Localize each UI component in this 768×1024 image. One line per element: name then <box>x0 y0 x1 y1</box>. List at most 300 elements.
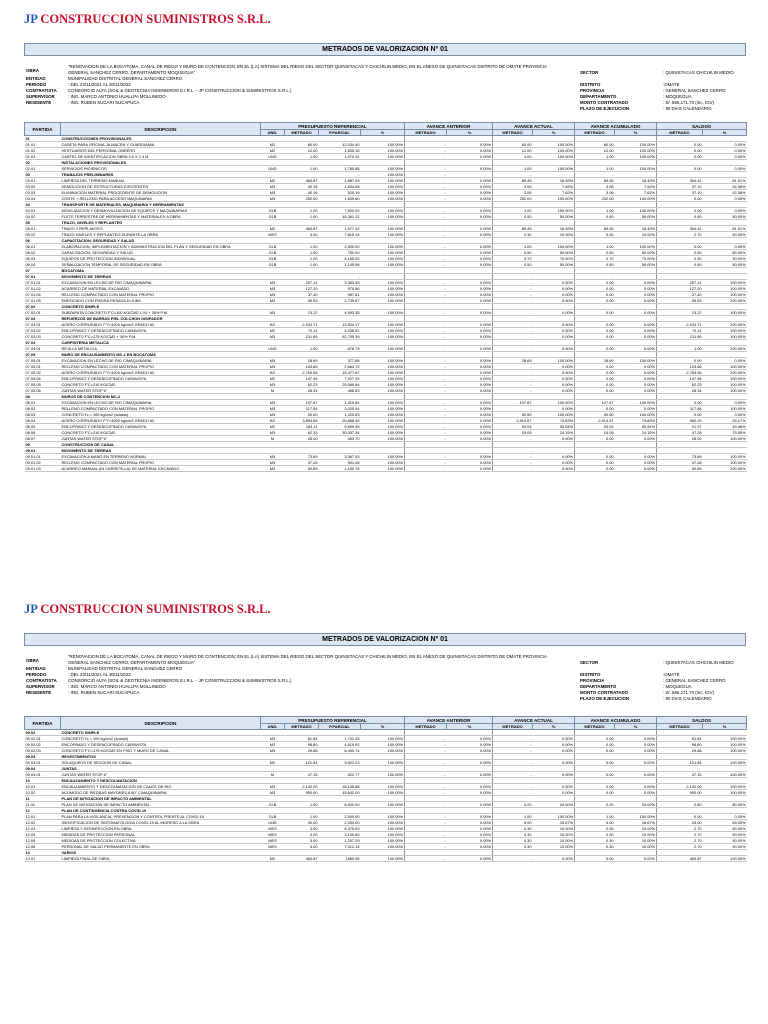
value-cell: 3.00 <box>285 838 319 844</box>
value-cell: 90.00% <box>703 844 747 850</box>
partida-description: LIMPIEZA Y DESINFECCION EN OBRA <box>61 826 261 832</box>
value-cell: 0.00% <box>447 322 493 328</box>
value-cell: - <box>405 328 447 334</box>
value-cell: 2,664.72 <box>319 364 361 370</box>
value-cell: 0.00 <box>657 358 703 364</box>
value-cell: 0.00% <box>615 772 657 778</box>
value-cell: 0.00% <box>447 436 493 442</box>
value-cell: 0.00% <box>615 454 657 460</box>
value-cell: 100.00% <box>361 772 405 778</box>
partida-description: TRABAJOS PRELIMINARES <box>61 172 261 178</box>
unit-cell: M2 <box>261 142 285 148</box>
value-cell: 2.70 <box>657 826 703 832</box>
value-cell: 100.00% <box>361 388 405 394</box>
value-cell: - <box>405 736 447 742</box>
value-cell: 100.00% <box>703 742 747 748</box>
partida-description: JUNTAS <box>61 766 261 772</box>
partida-description: INSTALACIONES PROVISIONALES <box>61 160 261 166</box>
partida-description: CONCRETO SIMPLE <box>61 730 261 736</box>
partida-description: ENCOFRADO Y DESENCOFRADO CARAVISTA <box>61 742 261 748</box>
partida-code: 05.01 <box>25 226 61 232</box>
value-cell: 0.00% <box>447 400 493 406</box>
value-cell: 10.00% <box>533 844 575 850</box>
unit-cell: GLB <box>261 262 285 268</box>
partida-description: CASETA PARA OFICINA, ALMACEN Y GUARDIANIA <box>61 142 261 148</box>
value-cell: 75.85% <box>703 430 747 436</box>
value-cell: - <box>493 388 533 394</box>
value-cell: 13,524.17 <box>319 322 361 328</box>
value-cell: 1,159.76 <box>319 466 361 472</box>
value-cell: 100.00% <box>703 328 747 334</box>
value-cell: 1.00 <box>575 814 615 820</box>
unit-cell: M3 <box>261 748 285 754</box>
value-cell: 0.00% <box>447 232 493 238</box>
value-cell: 52.23 <box>657 382 703 388</box>
value-cell: 100.00% <box>361 244 405 250</box>
value-cell: 980.29 <box>657 418 703 424</box>
partida-description: ELIMINACION MATERIAL PROCEDENTE DE DEMOLICION <box>61 190 261 196</box>
value-cell: - <box>405 748 447 754</box>
valuation-table: PARTIDA DESCRIPCION PRESUPUESTO REFERENCIAL AVANCE ANTERIOR AVANCE ACTUAL AVANCE ACUMULADO SALDOS UND. METRADO P.PARCIAL % METRADO % METRADO % METRADO % METRADO % 01 CONSTRUCCIONES PROVISIONALES 01.01 CASETA PARA OFICINA, ALMACEN Y GUARDIANIA M2 80.00 12,034.40 100.00% - 0.00% 80.00 100.00% 80.00 100.00% 0.00 0.00% 01.02 VESTUARIOS DEL PERSONAL OBRERO M2 12.00 1,805.16 100.00% - 0.00% 12.00 100.00% 12.00 100.00% 0.00 0.00% 01.03 CARTEL DE IDENTIFICACION OBRA 3.6 X 2.4 M UND 1.00 1,079.32 100.00% - 0.00% 1.00 100.00% 1.00 100.00% 0.00 0.00% 02 INSTALACIONES PROVISIONALES 02.01 SERVICIOS HIGIENICOS UND 1.00 1,785.86 100.00% - 0.00% 1.00 100.00% 1.00 100.00% 0.00 0.00% 03 TRABAJOS PRELIMINARES - 100.00% - - - 03.01 LIMPIEZA DEL TERRENO MANUAL M2 483.87 1,887.09 100.00% - 0.00% 89.45 18.49% 89.45 18.49% 394.42 81.51% 03.02 DEMOLICION DE ESTRUCTURAS EXISTENTES M3 40.16 1,604.08 100.00% - 0.00% 3.06 7.62% 3.06 7.62% 37.10 92.38% 03.03 ELIMINACION MATERIAL PROCEDENTE DE DEMOLICION M3 40.16 525.19 100.00% - 0.00% 3.06 7.62% 3.06 7.62% 37.10 92.38% 03.04 CORTE + RELLENO PARA ACCESO MAQUINARIA M3 252.00 1,839.60 100.00% - 0.00% 252.00 100.00% 252.00 100.00% 0.00 0.00% 04 TRANSPORTE DE MATERIALES, MAQUINARIA Y HERRAMIENTAS 04.01 MOVILIZACION Y DESMOVILIZACION DE EQUIPOS Y MAQUINARIAS GLB 1.00 7,800.00 100.00% - 0.00% 1.00 100.00% 1.00 100.00% 0.00 0.00% 04.02 FLETE TERRESTRE DE HERRAMIENTAS Y MATERIALES A OBRA GLB 1.00 18,381.12 100.00% - 0.00% 0.50 50.00% 0.50 50.00% 0.50 50.00% 05 TRAZO, NIVELES Y REPLANTEO 05.01 TRAZO Y REPLANTEO M2 483.87 1,577.42 100.00% - 0.00% 89.45 18.49% 89.45 18.49% 394.42 81.51% 05.02 TRAZO NIVELES Y REPLANTEO DURANTE LA OBRA MES 3.00 7,815.14 100.00% - 0.00% 0.30 10.00% 0.30 10.00% 2.70 90.00% 06 CAPACITACION, SEGURIDAD Y SALUD 06.01 ELABORACION, IMPLEMENTACION Y ADMINISTRACION DEL PLAN Y SEGURIDAD EN OBRA GLB 1.00 2,500.00 100.00% - 0.00% 1.00 100.00% 1.00 100.00% 0.00 0.00% 06.02 CAPACITACION, SEGURIDAD Y SALUD GLB 1.00 750.00 100.00% - 0.00% 0.50 50.00% 0.50 50.00% 0.50 50.00% 06.03 EQUIPOS DE PROTECCION INDIVIDUAL GLB 1.00 4,165.00 100.00% - 0.00% 0.70 70.00% 0.70 70.00% 0.30 30.00% 06.04 SEÑALIZACION TEMPORAL DE SEGURIDAD EN OBRA GLB 1.00 1,145.96 100.00% - 0.00% 0.50 50.00% 0.50 50.00% 0.50 50.00% 07 BOCATOMA 07.01 MOVIMIENTO DE TIERRAS - - - 07.01.01 EXCAVACION EN LECHO DE RIO C/MAQUINARIA M3 257.14 3,363.39 100.00% - 0.00% - 0.00% 0.00 0.00% 257.14 100.00% 07.01.02 ACARREO DE MATERIAL EXCAVADO M3 127.20 970.56 100.00% - 0.00% - 0.00% 0.00 0.00% 127.20 100.00% 07.01.04 RELLENO COMPACTADO CON MATERIAL PROPIO M3 37.40 987.81 100.00% - 0.00% - 0.00% 0.00 0.00% 37.40 100.00% 07.01.05 ENROCADO CON PIEDRA PESADA D=0.8M M3 95.53 2,739.87 100.00% - 0.00% - 0.00% 0.00 0.00% 95.53 100.00% 07.02 CONCRETO SIMPLE 07.02.01 SUBZAPATA CONCRETO F'C=100 KG/CM2 1:10 + 30% P.M. M3 23.22 4,593.35 100.00% - 0.00% - 0.00% 0.00 0.00% 23.22 100.00% 07.03 REFUERZOS DE BARRAS P/EL COLCHON DISIPADOR 07.03.01 ACERO CORRUGADO F'Y=4200 kg/cm2 GRADO 60 KG 2,533.71 13,524.17 100.00% - 0.00% - 0.00% 0.00 0.00% 2,533.71 100.00% 07.03.02 ENCOFRADO Y DESENCOFRADO CARAVISTA M2 79.14 4,038.52 100.00% - 0.00% - 0.00% 0.00 0.00% 79.14 100.00% 07.03.03 CONCRETO F'C=175 KG/CM2 + 30% P.M. M3 211.85 62,755.39 100.00% - 0.00% - 0.00% 0.00 0.00% 211.85 100.00% 07.04 CARPINTERIA METALICA 07.04.01 REJILLA METALICA UND 1.00 878.79 100.00% - 0.00% - 0.00% 0.00 0.00% 1.00 100.00% 07.05 MURO DE ENCAUSAMIENTO MC-1 EN BOCATOMA 07.05.01 EXCAVACION EN LECHO DE RIO C/MAQUINARIA M3 28.69 377.66 100.00% - 0.00% 28.69 100.00% 28.69 100.00% 0.00 0.00% 07.05.01 RELLENO COMPACTADO CON MATERIAL PROPIO M3 103.66 2,664.72 100.00% - 0.00% - 0.00% 0.00 0.00% 103.66 100.00% 07.05.02 ACERO CORRUGADO F'Y=4200 kg/cm2 GRADO 60 KG 2,763.56 15,377.67 100.00% - 0.00% - 0.00% 0.00 0.00% 2,763.56 100.00% 07.05.04 ENCOFRADO Y DESENCOFRADO CARAVISTA M2 147.46 7,927.39 100.00% - 0.00% - 0.00% 0.00 0.00% 147.46 100.00% 07.05.05 CONCRETO F'C=210 KG/CM2 M3 52.23 25,589.84 100.00% - 0.00% - 0.00% 0.00 0.00% 52.23 100.00% 07.05.06 JUNTAS WATER STOP 6" M 28.34 456.83 100.00% - 0.00% - 0.00% 0.00 0.00% 28.34 100.00% 08 MUROS DE CONTENCION MC-2 08.01 EXCAVACION EN LECHO DE RIO C/MAQUINARIA M3 107.67 1,410.84 100.00% - 0.00% 107.67 100.00% 107.67 100.00% 0.00 0.00% 08.02 RELLENO COMPACTADO CON MATERIAL PROPIO M3 117.84 3,020.44 100.00% - 0.00% - 0.00% 0.00 0.00% 117.84 100.00% 08.03 CONCRETO f'c = 100 kg/cm2 (solado) M3 50.50 1,429.83 100.00% - 0.00% 50.50 100.00% 50.50 100.00% 0.00 0.00% 08.04 ACERO CORRUGADO F'Y=4200 kg/cm2 GRADO 60 KG 3,894.86 25,868.49 100.00% - 0.00% 2,914.57 74.83% 2,914.57 74.83% 980.29 25.17% 08.05 ENCOFRADO Y DESENCOFRADO CARAVISTA M2 184.11 9,859.39 100.00% - 0.00% 93.04 50.54% 93.04 50.54% 91.07 49.46% 08.06 CONCRETO F'C=210 KG/CM2 M3 62.33 30,337.34 100.00% - 0.00% 15.05 24.15% 15.05 24.15% 47.28 75.85% 08.07 JUNTAS WATER STOP 6" M 28.00 453.70 100.00% - 0.00% - 0.00% 0.00 0.00% 28.00 100.00% 09 CONSTRUCCION DE CANAL 09.01 MOVIMIENTO DE TIERRAS - - - 09.01.01 EXCAVACION A MANO EN TERRENO NORMAL M3 73.89 3,367.53 100.00% - 0.00% - 0.00% 0.00 0.00% 73.89 100.00% 09.01.02 RELLENO COMPACTADO CON MATERIAL PROPIO M3 37.28 901.06 100.00% - 0.00% - 0.00% 0.00 0.00% 37.28 100.00% 09.01.03 ACARREO MANUAL (IN CARRETILLA) DE MATERIAL EXCAVADO M3 50.89 1,159.76 100.00% - 0.00% - 0.00% 0.00 0.00% 50.89 100.00% <box>25 123 746 471</box>
value-cell: 1,079.32 <box>319 154 361 160</box>
value-cell: 18.49% <box>615 178 657 184</box>
value-cell: 37.10 <box>657 184 703 190</box>
project-obra: "RENOVACION DE LA BOCATOMA, CANAL DE RIEGO Y MURO DE CONTENCION; EN EL (LA) SISTEMA DEL RIEGO DEL SECTOR QUINISTACAS Y CHICHILIN MEDIO, EN EL ANEXO DE QUINISTACAS DISTRITO DE OMATE PROVINCIA GENERAL SANCHEZ CERRO, DEPARTAMENTO MOQUEGUA" <box>68 64 547 75</box>
value-cell: 15,377.67 <box>319 370 361 376</box>
partida-description: CORTE + RELLENO PARA ACCESO MAQUINARIA <box>61 196 261 202</box>
value-cell: 0.00% <box>447 760 493 766</box>
partida-description: MOVILIZACION Y DESMOVILIZACION DE EQUIPOS Y MAQUINARIAS <box>61 208 261 214</box>
unit-cell: M3 <box>261 790 285 796</box>
value-cell: 100.00% <box>533 814 575 820</box>
value-cell: 0.00% <box>533 736 575 742</box>
partida-description: BOCATOMA <box>61 268 261 274</box>
value-cell: 100.00% <box>703 280 747 286</box>
value-cell: 100.00% <box>533 412 575 418</box>
value-cell: 147.46 <box>285 376 319 382</box>
value-cell: 0.00 <box>575 466 615 472</box>
partida-description: PLAN PARA LA VIGILANCIA, PREVENCION Y CONTROL FRENTE AL COVID-19 <box>61 814 261 820</box>
value-cell: 0.00% <box>447 838 493 844</box>
partida-code: 03.03 <box>25 190 61 196</box>
value-cell: 0.00% <box>703 208 747 214</box>
table-row <box>25 856 747 862</box>
value-cell: 1.00 <box>493 814 533 820</box>
value-cell: 0.00% <box>447 454 493 460</box>
partida-code: 04 <box>25 202 61 208</box>
value-cell: - <box>493 760 533 766</box>
value-cell: 47.15 <box>657 772 703 778</box>
partida-code: 12.01 <box>25 814 61 820</box>
partida-description: PLAN DE MITIGACION DE IMPACTO AMBIENTAL <box>61 796 261 802</box>
partida-code: 12 <box>25 808 61 814</box>
value-cell: 0.30 <box>575 832 615 838</box>
value-cell: 7,012.14 <box>319 844 361 850</box>
value-cell: 80.00 <box>285 142 319 148</box>
value-cell: 1.00 <box>285 250 319 256</box>
value-cell: 0.00% <box>447 844 493 850</box>
value-cell: 0.00 <box>575 736 615 742</box>
value-cell: 50.00% <box>533 262 575 268</box>
value-cell: 100.00% <box>703 388 747 394</box>
value-cell: 0.00% <box>447 262 493 268</box>
value-cell: 3.00 <box>285 844 319 850</box>
value-cell: 0.00% <box>533 466 575 472</box>
unit-cell: GLB <box>261 244 285 250</box>
value-cell: 0.00% <box>447 388 493 394</box>
partida-code: 07.01.04 <box>25 292 61 298</box>
value-cell: 394.42 <box>657 226 703 232</box>
value-cell: 100.00% <box>533 208 575 214</box>
unit-cell: M3 <box>261 454 285 460</box>
value-cell: - <box>405 784 447 790</box>
value-cell: 28.34 <box>657 388 703 394</box>
value-cell: 50.89 <box>657 466 703 472</box>
value-cell: 100.00% <box>615 208 657 214</box>
value-cell: 98.80 <box>657 742 703 748</box>
partida-code: 09.04.01 <box>25 772 61 778</box>
partida-code: 10.01 <box>25 784 61 790</box>
value-cell: 0.00% <box>533 310 575 316</box>
value-cell: 1.00 <box>285 214 319 220</box>
value-cell: 1.00 <box>285 154 319 160</box>
value-cell: 62,755.39 <box>319 334 361 340</box>
value-cell: 0.00% <box>615 364 657 370</box>
value-cell: - <box>405 178 447 184</box>
partida-description: JUNTAS WATER STOP 6" <box>61 772 261 778</box>
unit-cell: M2 <box>261 226 285 232</box>
value-cell: 5.00 <box>493 820 533 826</box>
partida-description: CONCRETO SIMPLE <box>61 304 261 310</box>
value-cell: 0.00 <box>657 400 703 406</box>
value-cell: 0.00% <box>447 412 493 418</box>
value-cell: - <box>493 172 533 178</box>
value-cell: 10.00% <box>615 826 657 832</box>
value-cell: 1,839.60 <box>319 196 361 202</box>
partida-code: 11 <box>25 796 61 802</box>
partida-code: 08 <box>25 394 61 400</box>
value-cell: 61.84 <box>657 736 703 742</box>
value-cell: - <box>405 196 447 202</box>
partida-description: EXCAVACION EN LECHO DE RIO C/MAQUINARIA <box>61 280 261 286</box>
unit-cell: GLB <box>261 814 285 820</box>
partida-code: 07.03.01 <box>25 322 61 328</box>
value-cell: 0.50 <box>575 214 615 220</box>
value-cell: 0.00 <box>575 298 615 304</box>
value-cell: 50.50 <box>575 412 615 418</box>
partida-code: 08.05 <box>25 424 61 430</box>
value-cell: - <box>493 466 533 472</box>
value-cell: 20.00% <box>533 802 575 808</box>
value-cell: 0.20 <box>493 802 533 808</box>
partida-description: LIMPIEZA DEL TERRENO MANUAL <box>61 178 261 184</box>
value-cell: 100.00% <box>361 382 405 388</box>
value-cell: - <box>405 310 447 316</box>
value-cell: 0.50 <box>493 250 533 256</box>
value-cell: 100.00% <box>703 346 747 352</box>
partida-code: 07 <box>25 268 61 274</box>
value-cell: 1,410.84 <box>319 400 361 406</box>
value-cell: 74.83% <box>533 418 575 424</box>
value-cell: 100.00% <box>703 286 747 292</box>
value-cell: 1.00 <box>285 208 319 214</box>
value-cell: 89.45 <box>493 226 533 232</box>
unit-cell: M3 <box>261 334 285 340</box>
value-cell: 25.00 <box>657 820 703 826</box>
value-cell: 16.67% <box>615 820 657 826</box>
value-cell: 100.00% <box>703 466 747 472</box>
value-cell: 0.00% <box>447 424 493 430</box>
value-cell: - <box>493 436 533 442</box>
value-cell: 100.00% <box>703 292 747 298</box>
value-cell: 100.00% <box>703 790 747 796</box>
value-cell: 0.00% <box>533 748 575 754</box>
value-cell: - <box>405 430 447 436</box>
value-cell: 0.00 <box>575 322 615 328</box>
partida-code: 04.01 <box>25 208 61 214</box>
value-cell: 0.00% <box>447 280 493 286</box>
value-cell: 0.00% <box>447 736 493 742</box>
partida-code: 12.04 <box>25 832 61 838</box>
value-cell: - <box>405 166 447 172</box>
value-cell: 0.00% <box>615 406 657 412</box>
partida-description: MEDIDAS DE PROTECCION COLECTIVA <box>61 838 261 844</box>
value-cell: 0.00% <box>447 226 493 232</box>
value-cell: 1.00 <box>285 814 319 820</box>
value-cell: 3,100.80 <box>319 832 361 838</box>
value-cell: 0.50 <box>657 250 703 256</box>
value-cell: 1.00 <box>575 166 615 172</box>
value-cell: 89.45 <box>575 178 615 184</box>
value-cell: - <box>319 274 361 280</box>
value-cell: 100.00% <box>533 244 575 250</box>
unit-cell: MES <box>261 826 285 832</box>
value-cell: 100.00% <box>361 844 405 850</box>
unit-cell: MES <box>261 838 285 844</box>
unit-cell: M3 <box>261 292 285 298</box>
partida-description: ENCAUZAMIENTO Y DESCOLMATACION <box>61 778 261 784</box>
value-cell: 1,785.86 <box>319 166 361 172</box>
value-cell: - <box>493 280 533 286</box>
value-cell: 50.00% <box>703 262 747 268</box>
value-cell: 0.00% <box>447 292 493 298</box>
value-cell: 95.53 <box>657 298 703 304</box>
value-cell: 0.00 <box>575 388 615 394</box>
value-cell: 30.00 <box>285 820 319 826</box>
value-cell: 0.70 <box>575 256 615 262</box>
value-cell: 100.00% <box>533 142 575 148</box>
value-cell: 100.00% <box>361 466 405 472</box>
value-cell: - <box>405 262 447 268</box>
value-cell: 100.00% <box>361 148 405 154</box>
partida-description: RELLENO COMPACTADO CON MATERIAL PROPIO <box>61 460 261 466</box>
value-cell: 24.15% <box>615 430 657 436</box>
partida-description: CONCRETO F'C=175 KG/CM2 EN PISO Y MURO DE CANAL <box>61 748 261 754</box>
value-cell: 100.00% <box>703 784 747 790</box>
partida-code: 08.06 <box>25 430 61 436</box>
value-cell: 10.00% <box>533 232 575 238</box>
value-cell: 0.30 <box>493 232 533 238</box>
value-cell: 50.00% <box>703 214 747 220</box>
value-cell: - <box>493 448 533 454</box>
value-cell: 3,363.39 <box>319 280 361 286</box>
value-cell: 100.00% <box>361 370 405 376</box>
value-cell: 100.00% <box>361 184 405 190</box>
value-cell: - <box>405 256 447 262</box>
partida-description: SERVICIOS HIGIENICOS <box>61 166 261 172</box>
value-cell: 0.00% <box>533 856 575 862</box>
value-cell: 47.28 <box>657 430 703 436</box>
value-cell: 0.00% <box>447 334 493 340</box>
value-cell: 18.49% <box>533 178 575 184</box>
value-cell: 100.00% <box>361 166 405 172</box>
value-cell: - <box>405 226 447 232</box>
value-cell: 100.00% <box>703 382 747 388</box>
partida-code: 13.01 <box>25 856 61 862</box>
value-cell: 1.00 <box>493 154 533 160</box>
value-cell: - <box>405 244 447 250</box>
value-cell: 100.00% <box>703 772 747 778</box>
partida-code: 09.01.01 <box>25 454 61 460</box>
value-cell: 100.00% <box>533 400 575 406</box>
value-cell: 0.00% <box>615 322 657 328</box>
value-cell: 0.00% <box>615 370 657 376</box>
value-cell: 2.70 <box>657 844 703 850</box>
value-cell: 0.00% <box>615 466 657 472</box>
value-cell: 0.00% <box>533 436 575 442</box>
value-cell: 0.00% <box>533 760 575 766</box>
value-cell: - <box>493 742 533 748</box>
value-cell: 0.30 <box>575 826 615 832</box>
value-cell: - <box>493 382 533 388</box>
unit-cell: M3 <box>261 298 285 304</box>
unit-cell: M2 <box>261 856 285 862</box>
partida-code: 12.03 <box>25 826 61 832</box>
value-cell: 0.00% <box>703 148 747 154</box>
value-cell: 0.00% <box>533 388 575 394</box>
value-cell: 950.00 <box>285 790 319 796</box>
value-cell: 25,589.84 <box>319 382 361 388</box>
value-cell: - <box>405 346 447 352</box>
value-cell: - <box>405 388 447 394</box>
value-cell: 100.00% <box>703 334 747 340</box>
value-cell: 100.00% <box>361 784 405 790</box>
value-cell: 100.00% <box>533 166 575 172</box>
value-cell: 0.50 <box>657 214 703 220</box>
value-cell: 0.00 <box>575 760 615 766</box>
value-cell: 3,922.03 <box>319 760 361 766</box>
value-cell: 0.00% <box>533 286 575 292</box>
value-cell: 100.00% <box>361 454 405 460</box>
company-name: JP CONSTRUCCION SUMINISTROS S.R.L. <box>24 602 271 616</box>
value-cell: 100.00% <box>361 154 405 160</box>
value-cell: 93.04 <box>575 424 615 430</box>
value-cell: 2,533.71 <box>657 322 703 328</box>
value-cell: 2,500.00 <box>319 244 361 250</box>
value-cell: 1.00 <box>575 208 615 214</box>
value-cell: 50.00% <box>703 250 747 256</box>
partida-code: 09.01.03 <box>25 466 61 472</box>
value-cell: 100.00% <box>361 322 405 328</box>
value-cell: 100.00% <box>361 226 405 232</box>
value-cell: 2,914.57 <box>493 418 533 424</box>
value-cell: 100.00% <box>703 322 747 328</box>
value-cell: 12.00 <box>493 148 533 154</box>
unit-cell: M2 <box>261 760 285 766</box>
value-cell: 0.00 <box>575 292 615 298</box>
value-cell: 5.00 <box>575 820 615 826</box>
value-cell: 0.00 <box>575 280 615 286</box>
value-cell: 0.30 <box>493 826 533 832</box>
value-cell: 117.84 <box>285 406 319 412</box>
value-cell: 0.00% <box>533 376 575 382</box>
value-cell: - <box>405 286 447 292</box>
unit-cell: M3 <box>261 310 285 316</box>
value-cell: 0.00% <box>447 166 493 172</box>
value-cell: 121.84 <box>657 760 703 766</box>
value-cell: 100.00% <box>703 436 747 442</box>
value-cell: 100.00% <box>361 286 405 292</box>
unit-cell: M2 <box>261 178 285 184</box>
value-cell: 2,250.00 <box>319 820 361 826</box>
valuation-page-2: JP CONSTRUCCION SUMINISTROS S.R.L. METRADOS DE VALORIZACION Nº 01 OBRA "RENOVACION DE LA BOCATOMA, CANAL DE RIEGO Y MURO DE CONTENCION; EN EL (LA) SISTEMA DEL RIEGO DEL SECTOR QUINISTACAS Y CHICHILIN MEDIO, EN EL ANEXO DE QUINISTACAS DISTRITO DE OMATE PROVINCIA GENERAL SANCHEZ CERRO, DEPARTAMENTO MOQUEGUA" ENTIDAD MUNIPALIDAD DISTRITAL GENERAL SANCHEZ CERRO PERIODO : DEL 23/11/2021 AL 30/11/2022 CONTRATISTA CONSORCIO ALFA (SOIL & GEOTECNIA INGENIEROS E.I.R.L. - JP CONSTRUCCION & SUMINISTROS S.R.L.) SUPERVISOR : ING. MARCO ANTONIO HUALLPA MOLLINEDO RESIDENTE : ING. RUBEN SUCARI SUCAPUCA SECTOR : QUINISTACAS CHICHILIN MEDIO DISTRITO :OMATE PROVINCIA : GENERAL SANCHEZ CERRO DEPARTAMENTO : MOQUEGUA MONTO CONTRATADO : S/. 566,171.73 (Inc. IGV) PLAZO DE EJECUCION : 90 DIAS CALENDARIO <box>0 590 768 1010</box>
partida-code: 01.01 <box>25 142 61 148</box>
unit-cell: M3 <box>261 382 285 388</box>
value-cell: - <box>405 820 447 826</box>
partida-description: ACERO CORRUGADO F'Y=4200 kg/cm2 GRADO 60 <box>61 370 261 376</box>
partida-description: LIMPIEZA FINAL DE OBRA <box>61 856 261 862</box>
value-cell: 100.00% <box>361 310 405 316</box>
unit-cell: M3 <box>261 196 285 202</box>
value-cell: 0.00% <box>533 364 575 370</box>
value-cell: 100.00% <box>361 364 405 370</box>
value-cell: 0.00 <box>575 784 615 790</box>
partida-description: ENCOFRADO Y DESENCOFRADO CARAVISTA <box>61 424 261 430</box>
value-cell: 4,619.92 <box>319 742 361 748</box>
value-cell: - <box>405 844 447 850</box>
value-cell: 2.70 <box>657 838 703 844</box>
value-cell: 37.10 <box>657 190 703 196</box>
value-cell: 0.20 <box>575 802 615 808</box>
value-cell: 10.00% <box>533 838 575 844</box>
unit-cell: M2 <box>261 424 285 430</box>
value-cell: 377.66 <box>319 358 361 364</box>
value-cell: 100.00% <box>703 856 747 862</box>
partida-code: 09.03 <box>25 754 61 760</box>
value-cell: 4,038.52 <box>319 328 361 334</box>
value-cell: 257.14 <box>657 280 703 286</box>
value-cell: 0.00% <box>447 298 493 304</box>
partida-description: VARIOS <box>61 850 261 856</box>
value-cell: 100.00% <box>361 298 405 304</box>
value-cell: - <box>319 172 361 178</box>
value-cell: 100.00% <box>361 820 405 826</box>
value-cell: 80.00% <box>703 802 747 808</box>
value-cell: 0.00% <box>703 154 747 160</box>
partida-code: 11.01 <box>25 802 61 808</box>
partida-code: 06.01 <box>25 244 61 250</box>
value-cell: 453.70 <box>319 436 361 442</box>
value-cell: 3.00 <box>285 826 319 832</box>
value-cell: - <box>405 370 447 376</box>
unit-cell: MES <box>261 232 285 238</box>
value-cell: 525.19 <box>319 190 361 196</box>
partida-code: 05 <box>25 220 61 226</box>
value-cell: 25.17% <box>703 418 747 424</box>
partida-description: CONSTRUCCION DE CANAL <box>61 442 261 448</box>
value-cell: 1889.35 <box>319 856 361 862</box>
partida-code: 01 <box>25 136 61 142</box>
